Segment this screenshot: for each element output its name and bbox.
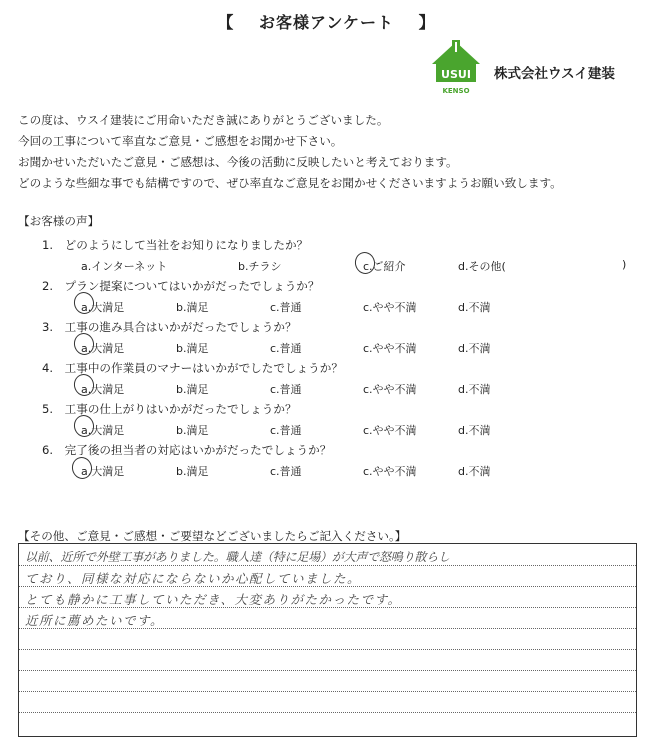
q1-option-d[interactable]: d.その他( <box>458 260 506 273</box>
q1-option-c[interactable]: c.ご紹介 <box>363 260 406 273</box>
q5-option-a[interactable]: a.大満足 <box>81 424 125 437</box>
intro-text <box>18 110 562 194</box>
voice-section-title: 【お客様の声】 <box>18 214 100 228</box>
q6-option-a[interactable]: a.大満足 <box>81 465 125 478</box>
logo-text-top: USUI <box>441 68 471 81</box>
question-5: 5. 工事の仕上がりはいかがだったでしょうか？ <box>42 402 297 416</box>
question-2: 2. プラン提案についてはいかがだったでしょうか？ <box>42 279 320 293</box>
handwritten-line: とても静かに工事していただき、大変ありがたかったです。 <box>25 592 402 607</box>
page-title <box>0 10 653 33</box>
q1-option-b[interactable]: b.チラシ <box>238 260 282 273</box>
writing-line <box>19 649 636 650</box>
logo-text-bottom: KENSO <box>442 87 470 95</box>
comment-box[interactable] <box>18 543 637 737</box>
q4-option-d[interactable]: d.不満 <box>458 383 491 396</box>
q1-option-d-close: ) <box>622 258 627 271</box>
q3-option-a[interactable]: a.大満足 <box>81 342 125 355</box>
handwritten-line: ており、同様な対応にならないか心配していました。 <box>25 571 362 586</box>
q2-option-c2[interactable]: c.やや不満 <box>363 301 417 314</box>
intro-line: お聞かせいただいたご意見・ご感想は、今後の活動に反映したいと考えております。 <box>18 155 458 169</box>
title-bracket-left: 【 <box>217 13 235 32</box>
q2-option-a[interactable]: a.大満足 <box>81 301 125 314</box>
q2-option-c[interactable]: c.普通 <box>270 301 302 314</box>
q6-option-d[interactable]: d.不満 <box>458 465 491 478</box>
writing-line <box>19 691 636 692</box>
q3-option-c2[interactable]: c.やや不満 <box>363 342 417 355</box>
question-6: 6. 完了後の担当者の対応はいかがだったでしょうか？ <box>42 443 332 457</box>
q5-option-d[interactable]: d.不満 <box>458 424 491 437</box>
q4-option-a[interactable]: a.大満足 <box>81 383 125 396</box>
question-4: 4. 工事中の作業員のマナーはいかがでしたでしょうか？ <box>42 361 343 375</box>
q4-option-c[interactable]: c.普通 <box>270 383 302 396</box>
q3-option-b[interactable]: b.満足 <box>176 342 209 355</box>
intro-line: どのような些細な事でも結構ですので、ぜひ率直なご意見をお聞かせくださいますようお願い致します。 <box>18 176 562 190</box>
writing-line <box>19 670 636 671</box>
question-1: 1. どのようにして当社をお知りになりましたか？ <box>42 238 309 252</box>
intro-line: この度は、ウスイ建装にご用命いただき誠にありがとうございました。 <box>18 113 389 127</box>
q6-option-c2[interactable]: c.やや不満 <box>363 465 417 478</box>
q4-option-b[interactable]: b.満足 <box>176 383 209 396</box>
title-text: お客様アンケート <box>258 13 395 32</box>
handwritten-line: 以前、近所で外壁工事がありました。職人達（特に足場）が大声で怒鳴り散らし <box>25 550 450 564</box>
handwritten-line: 近所に薦めたいです。 <box>25 613 165 628</box>
title-bracket-right: 】 <box>418 13 436 32</box>
intro-line: 今回の工事について率直なご意見・ご感想をお聞かせ下さい。 <box>18 134 343 148</box>
company-logo <box>428 38 484 98</box>
question-3: 3. 工事の進み具合はいかがだったでしょうか？ <box>42 320 297 334</box>
company-name: 株式会社ウスイ建装 <box>494 66 615 82</box>
q5-option-b[interactable]: b.満足 <box>176 424 209 437</box>
q3-option-c[interactable]: c.普通 <box>270 342 302 355</box>
q3-option-d[interactable]: d.不満 <box>458 342 491 355</box>
q5-option-c2[interactable]: c.やや不満 <box>363 424 417 437</box>
q6-option-c[interactable]: c.普通 <box>270 465 302 478</box>
writing-line <box>19 712 636 713</box>
q5-option-c[interactable]: c.普通 <box>270 424 302 437</box>
q4-option-c2[interactable]: c.やや不満 <box>363 383 417 396</box>
comment-section-title: 【その他、ご意見・ご感想・ご要望などございましたらご記入ください。】 <box>18 529 407 543</box>
q1-option-a[interactable]: a.インターネット <box>81 260 168 273</box>
q6-option-b[interactable]: b.満足 <box>176 465 209 478</box>
q2-option-d[interactable]: d.不満 <box>458 301 491 314</box>
q2-option-b[interactable]: b.満足 <box>176 301 209 314</box>
writing-line <box>19 565 636 566</box>
